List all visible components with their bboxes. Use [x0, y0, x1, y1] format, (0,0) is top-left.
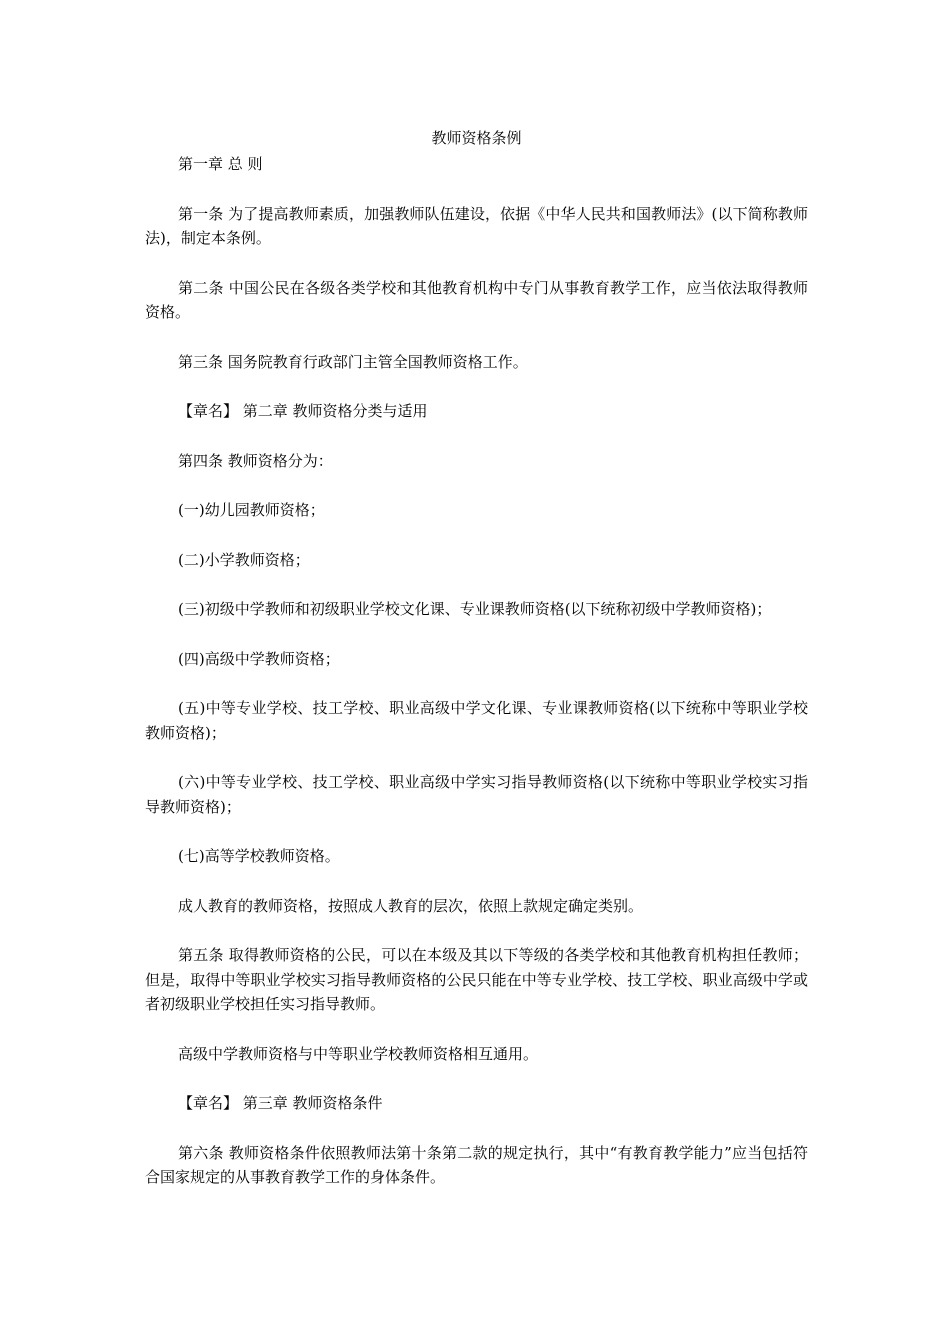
document-page: [145, 126, 808, 1215]
list-item: (一)幼儿园教师资格；: [178, 501, 325, 519]
list-item: (五)中等专业学校、技工学校、职业高级中学文化课、专业课教师资格(以下统称中等职业学校教师资格)；: [145, 699, 808, 742]
article-paragraph: 高级中学教师资格与中等职业学校教师资格相互通用。: [178, 1044, 539, 1063]
list-item: (三)初级中学教师和初级职业学校文化课、专业课教师资格(以下统称初级中学教师资格)；: [178, 600, 772, 618]
list-item: (二)小学教师资格；: [178, 550, 310, 569]
article-paragraph: 第三条 国务院教育行政部门主管全国教师资格工作。: [178, 352, 528, 371]
article-paragraph: 第五条 取得教师资格的公民，可以在本级及其以下等级的各类学校和其他教育机构担任教师；但是，取得中等职业学校实习指导教师资格的公民只能在中等专业学校、技工学校、职业高级中学或者初级职业学校担任实习指导教师。: [145, 946, 808, 1013]
article-paragraph: 第四条 教师资格分为：: [178, 451, 333, 470]
document-title: 教师资格条例: [431, 129, 522, 147]
article-paragraph: 第六条 教师资格条件依照教师法第十条第二款的规定执行，其中“有教育教学能力”应当包括符合国家规定的从事教育教学工作的身体条件。: [145, 1143, 808, 1186]
list-item: (四)高级中学教师资格；: [178, 649, 340, 668]
list-item: (六)中等专业学校、技工学校、职业高级中学实习指导教师资格(以下统称中等职业学校实习指导教师资格)；: [145, 773, 808, 816]
list-item: (七)高等学校教师资格。: [178, 847, 340, 865]
article-paragraph: 第一条 为了提高教师素质，加强教师队伍建设，依据《中华人民共和国教师法》(以下简称教师法)，制定本条例。: [145, 204, 808, 247]
article-paragraph: 成人教育的教师资格，按照成人教育的层次，依照上款规定确定类别。: [178, 896, 644, 915]
chapter-heading: 第一章 总 则: [178, 155, 263, 173]
chapter-heading: 【章名】 第二章 教师资格分类与适用: [178, 402, 428, 420]
article-paragraph: 第二条 中国公民在各级各类学校和其他教育机构中专门从事教育教学工作，应当依法取得教师资格。: [145, 278, 808, 321]
chapter-heading: 【章名】 第三章 教师资格条件: [178, 1094, 383, 1112]
